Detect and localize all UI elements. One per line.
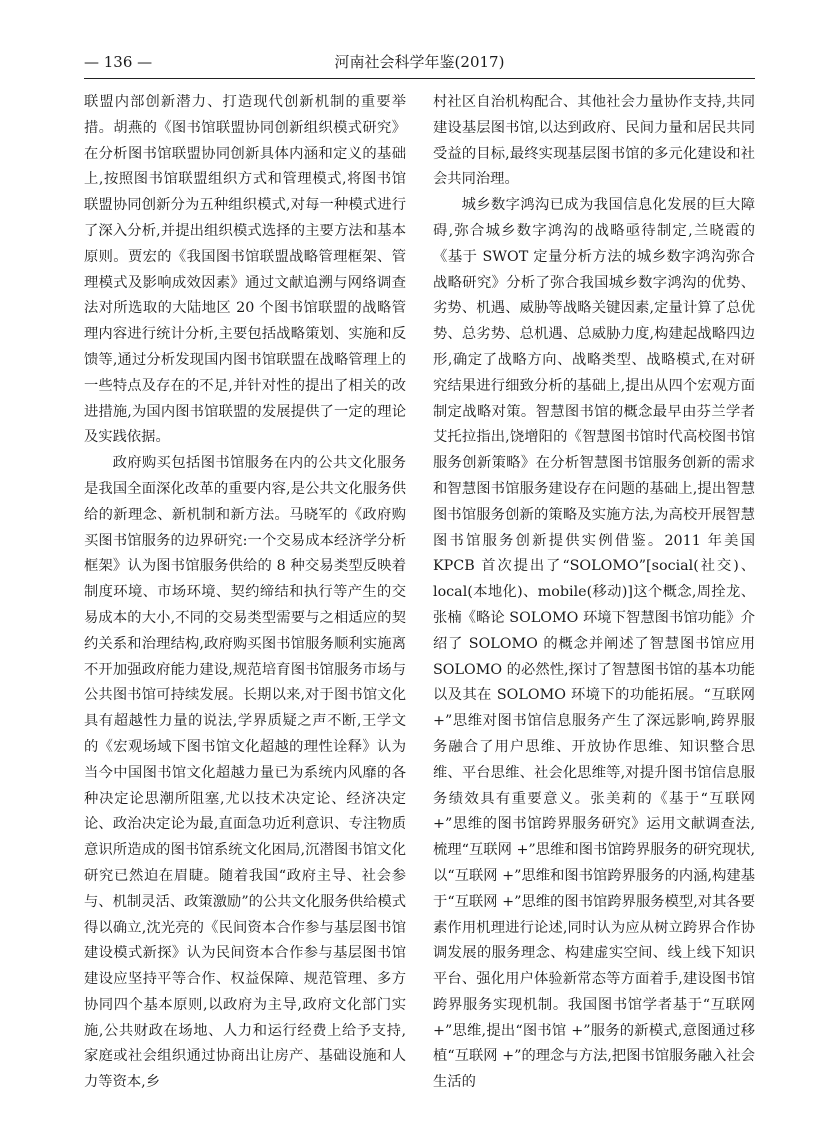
journal-title: 河南社会科学年鉴(2017) [334, 53, 505, 71]
header-rule [84, 78, 755, 79]
right-column [433, 90, 755, 1110]
paragraph: 城乡数字鸿沟已成为我国信息化发展的巨大障碍,弥合城乡数字鸿沟的战略亟待制定,兰晓霞的《基于 SWOT 定量分析方法的城乡数字鸿沟弥合战略研究》分析了弥合我国城乡数字鸿沟的优势、劣势、机遇、威胁等战略关键因素,定量计算了总优势、总劣势、总机遇、总威胁力度,构建起战略四边形,确定了战略方向、战略类型、战略模式,在对研究结果进行细致分析的基础上,提出从四个宏观方面制定战略对策。智慧图书馆的概念最早由芬兰学者艾托拉指出,饶增阳的《智慧图书馆时代高校图书馆服务创新策略》在分析智慧图书馆服务创新的需求和智慧图书馆服务建设存在问题的基础上,提出智慧图书馆服务创新的策略及实施方法,为高校开展智慧图书馆服务创新提供实例借鉴。2011 年美国 KPCB 首次提出了“SOLOMO”[social(社交)、local(本地化)、mobile(移动)]这个概念,周拴龙、张楠《略论 SOLOMO 环境下智慧图书馆功能》介绍了 SOLOMO 的概念并阐述了智慧图书馆应用 SOLOMO 的必然性,探讨了智慧图书馆的基本功能以及其在 SOLOMO 环境下的功能拓展。“互联网 +”思维对图书馆信息服务产生了深远影响,跨界服务融合了用户思维、开放协作思维、知识整合思维、平台思维、社会化思维等,对提升图书馆信息服务绩效具有重要意义。张美莉的《基于“互联网 +”思维的图书馆跨界服务研究》运用文献调查法,梳理“互联网 +”思维和图书馆跨界服务的研究现状,以“互联网 +”思维和图书馆跨界服务的内涵,构建基于“互联网 +”思维的图书馆跨界服务模型,对其各要素作用机理进行论述,同时认为应从树立跨界合作协调发展的服务理念、构建虚实空间、线上线下知识平台、强化用户体验新常态等方面着手,建设图书馆跨界服务实现机制。我国图书馆学者基于“互联网 +”思维,提出“图书馆 +”服务的新模式,意图通过移植“互联网 +”的理念与方法,把图书馆服务融入社会生活的 [433, 197, 755, 1091]
paragraph: 政府购买包括图书馆服务在内的公共文化服务是我国全面深化改革的重要内容,是公共文化服务供给的新理念、新机制和新方法。马晓军的《政府购买图书馆服务的边界研究:一个交易成本经济学分析框架》认为图书馆服务供给的 8 种交易类型反映着制度环境、市场环境、契约缔结和执行等产生的交易成本的大小,不同的交易类型需要与之相适应的契约关系和治理结构,政府购买图书馆服务顺利实施离不开加强政府能力建设,规范培育图书馆服务市场与公共图书馆可持续发展。长期以来,对于图书馆文化具有超越性力量的说法,学界质疑之声不断,王学文的《宏观场域下图书馆文化超越的理性诠释》认为当今中国图书馆文化超越力量已为系统内风靡的各种决定论思潮所阻塞,尤以技术决定论、经济决定论、政治决定论为最,直面急功近利意识、专注物质意识所造成的图书馆系统文化困局,沉潜图书馆文化研究已然迫在眉睫。随着我国“政府主导、社会参与、机制灵活、政策激励”的公共文化服务供给模式得以确立,沈光亮的《民间资本合作参与基层图书馆建设模式新探》认为民间资本合作参与基层图书馆建设应坚持平等合作、权益保障、规范管理、多方协同四个基本原则,以政府为主导,政府文化部门实施,公共财政在场地、人力和运行经费上给予支持,家庭或社会组织通过协商出让房产、基础设施和人力等资本,乡 [84, 455, 406, 1091]
running-header [84, 52, 755, 74]
left-column [84, 90, 406, 1110]
paragraph: 联盟内部创新潜力、打造现代创新机制的重要举措。胡燕的《图书馆联盟协同创新组织模式研究》在分析图书馆联盟协同创新具体内涵和定义的基础上,按照图书馆联盟组织方式和管理模式,将图书馆联盟协同创新分为五种组织模式,对每一种模式进行了深入分析,并提出组织模式选择的主要方法和基本原则。贾宏的《我国图书馆联盟战略管理框架、管理模式及影响成效因素》通过文献追溯与网络调查法对所选取的大陆地区 20 个图书馆联盟的战略管理内容进行统计分析,主要包括战略策划、实施和反馈等,通过分析发现国内图书馆联盟在战略管理上的一些特点及存在的不足,并针对性的提出了相关的改进措施,为国内图书馆联盟的发展提供了一定的理论及实践依据。 [84, 94, 406, 446]
page-number: — 136 — [84, 53, 153, 71]
paragraph: 村社区自治机构配合、其他社会力量协作支持,共同建设基层图书馆,以达到政府、民间力量和居民共同受益的目标,最终实现基层图书馆的多元化建设和社会共同治理。 [433, 94, 755, 188]
